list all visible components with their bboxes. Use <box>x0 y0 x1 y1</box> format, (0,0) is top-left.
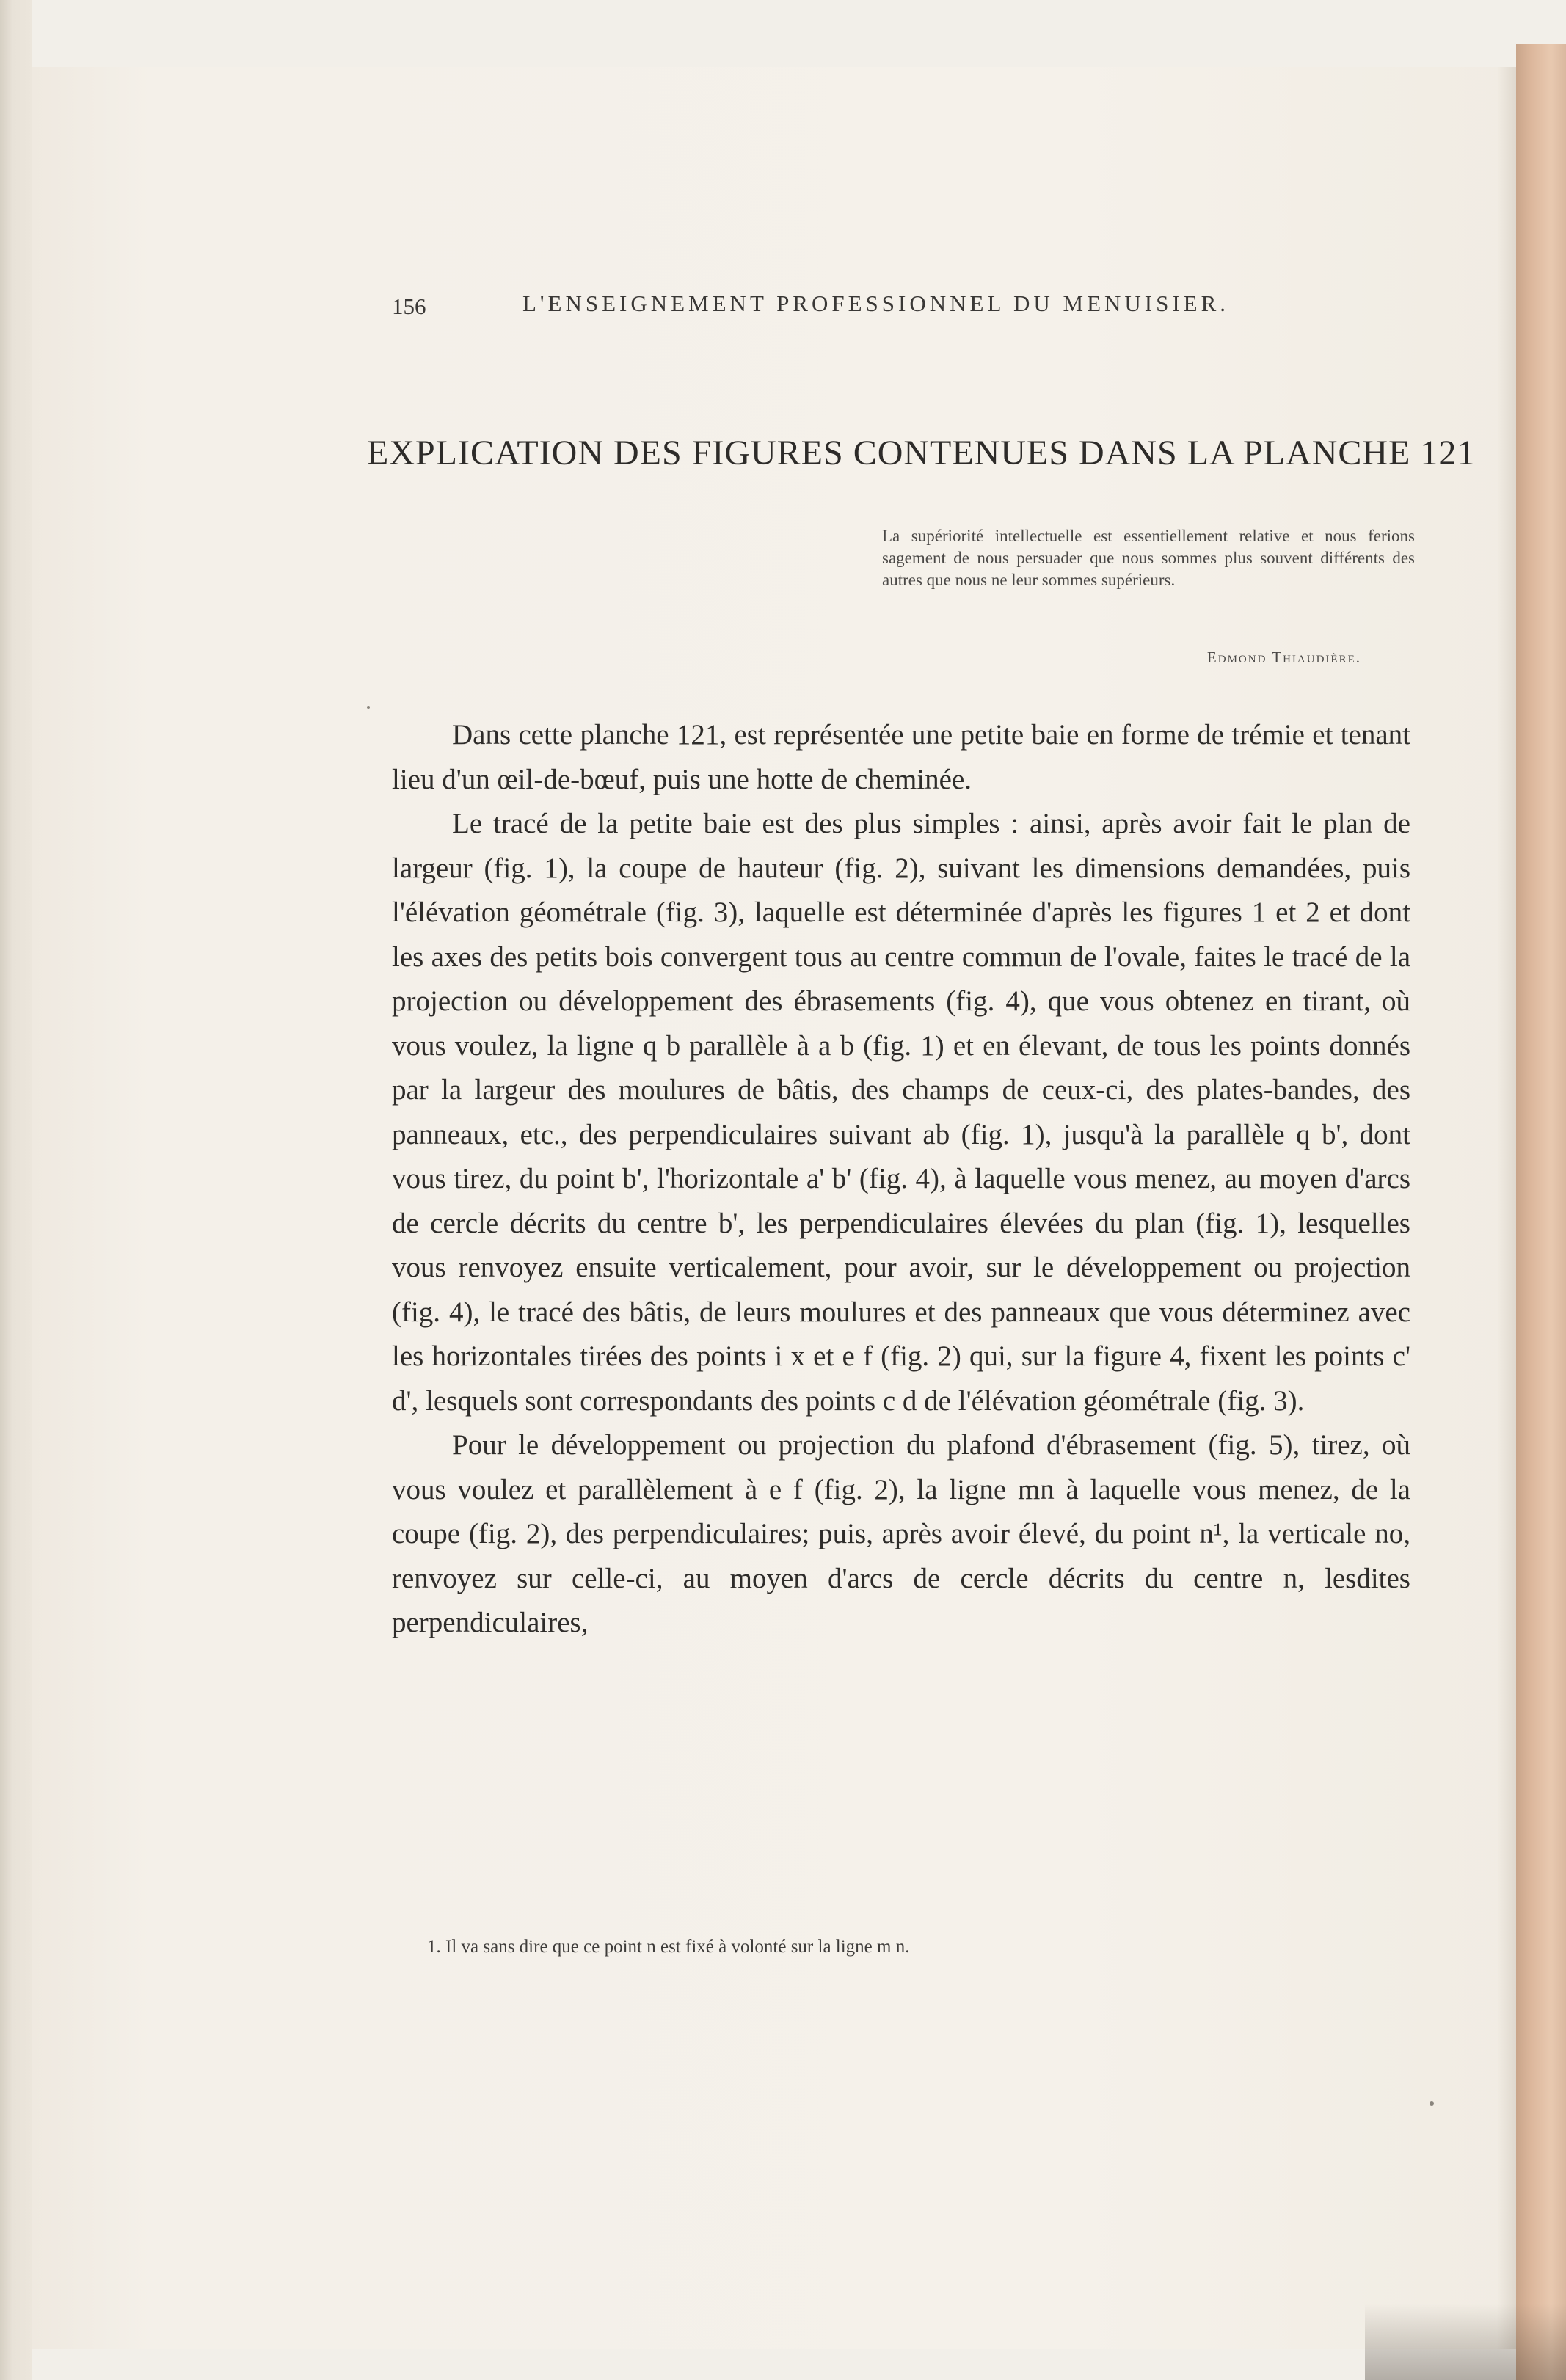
running-title: L'ENSEIGNEMENT PROFESSIONNEL DU MENUISIER. <box>522 291 1230 316</box>
page-corner-shadow <box>1365 2304 1566 2380</box>
epigraph-text: La supériorité intellectuelle est essentiellement relative et nous ferions sagement de nous persuader que nous sommes plus souvent différents des autres que nous ne leur sommes supérieurs. <box>882 527 1415 589</box>
book-gutter <box>0 0 32 2380</box>
paragraph: Dans cette planche 121, est représentée une petite baie en forme de trémie et tenant lieu d'un œil-de-bœuf, puis une hotte de cheminée. <box>392 719 1410 795</box>
running-head <box>392 291 1361 335</box>
paragraph: Pour le développement ou projection du plafond d'ébrasement (fig. 5), tirez, où vous voulez et parallèlement à e f (fig. 2), la ligne mn à laquelle vous menez, de la coupe (fig. 2), des perpendiculaires; puis, après avoir élevé, du point n¹, la verticale no, renvoyez sur celle-ci, au moyen d'arcs de cercle décrits du centre n, lesdites perpendiculaires, <box>392 1429 1410 1638</box>
paper-speck <box>1430 2101 1434 2106</box>
paragraph: Le tracé de la petite baie est des plus simples : ainsi, après avoir fait le plan de largeur (fig. 1), la coupe de hauteur (fig. 2), suivant les dimensions demandées, puis l'élévation géométrale (fig. 3), laquelle est déterminée d'après les figures 1 et 2 et dont les axes des petits bois convergent tous au centre commun de l'ovale, faites le tracé de la projection ou développement des ébrasements (fig. 4), que vous obtenez en tirant, où vous voulez, la ligne q b parallèle à a b (fig. 1) et en élevant, de tous les points donnés par la largeur des moulures de bâtis, des champs de ceux-ci, des plates-bandes, des panneaux, etc., des perpendiculaires suivant ab (fig. 1), jusqu'à la parallèle q b', dont vous tirez, du point b', l'horizontale a' b' (fig. 4), à laquelle vous menez, au moyen d'arcs de cercle décrits du centre b', les perpendiculaires élevées du plan (fig. 1), lesquelles vous renvoyez ensuite verticalement, pour avoir, sur le développement ou projection (fig. 4), le tracé des bâtis, de leurs moulures et des panneaux que vous déterminez avec les horizontales tirées des points i x et e f (fig. 2) qui, sur la figure 4, fixent les points c' d', lesquels sont correspondants des points c d de l'élévation géométrale (fig. 3). <box>392 808 1410 1417</box>
chapter-title: EXPLICATION DES FIGURES CONTENUES DANS LA PLANCHE 121 <box>367 434 1476 472</box>
page-edge-stack <box>1516 44 1566 2380</box>
paper-speck <box>367 706 370 709</box>
footnote: 1. Il va sans dire que ce point n est fixé à volonté sur la ligne m n. <box>427 1937 910 1957</box>
body-text <box>392 713 1410 1646</box>
page-shadow <box>1497 67 1516 2349</box>
page-number: 156 <box>392 293 426 319</box>
epigraph-author: Edmond Thiaudière. <box>1206 649 1361 666</box>
